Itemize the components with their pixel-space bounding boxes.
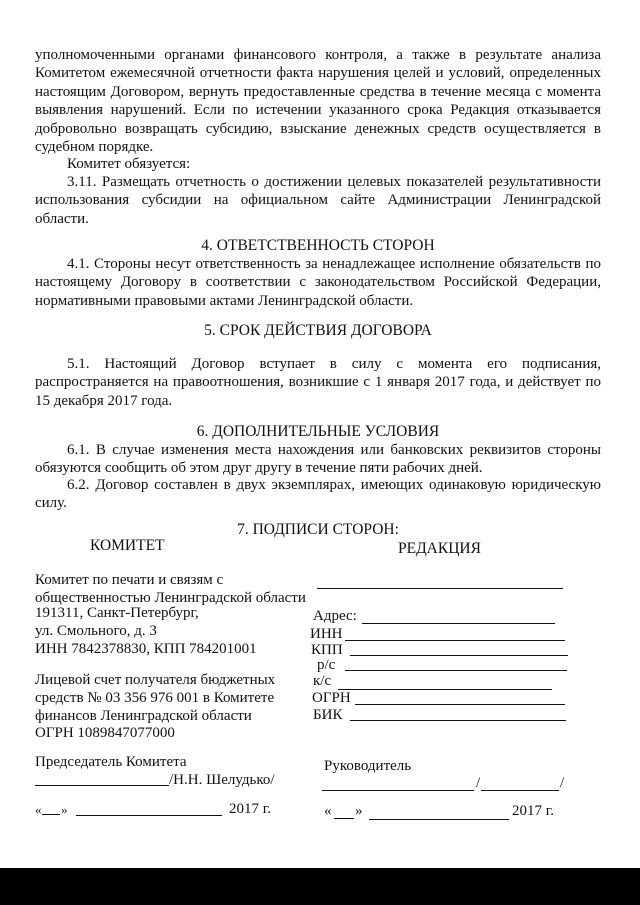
paragraph-6-1: 6.1. В случае изменения места нахождения или банковских реквизитов стороны обязуются сообщить об этом друг другу в течение пяти рабочих дней. bbox=[35, 442, 601, 477]
editorial-ogrn-label: ОГРН bbox=[312, 690, 351, 706]
committee-signer-title: Председатель Комитета bbox=[35, 754, 187, 770]
committee-date-month-line bbox=[76, 815, 222, 816]
editorial-rs-label: р/с bbox=[317, 657, 336, 673]
editorial-bik-label: БИК bbox=[313, 707, 343, 723]
committee-date-day-line bbox=[42, 814, 60, 815]
editorial-date-month-line bbox=[369, 819, 509, 820]
committee-signature-line bbox=[35, 785, 169, 786]
editorial-date-day-line bbox=[334, 818, 354, 819]
editorial-date-open-quote: « bbox=[324, 803, 332, 819]
section-7-title: 7. ПОДПИСИ СТОРОН: bbox=[237, 521, 399, 538]
editorial-signature-line bbox=[322, 790, 474, 791]
editorial-inn-line bbox=[345, 640, 565, 641]
paragraph-refund-conditions: уполномоченными органами финансового контроля, а также в результате анализа Комитетом ежемесячной отчетности факта нарушения целей и условий, определенных настоящим Договором, вернуть предоставленные средства в течение месяца с момента выявления нарушений. Если по истечении указанного срока Редакция отказывается добровольно возвращать субсидию, взыскание денежных средств осуществляется в судебном порядке. bbox=[35, 47, 601, 156]
paragraph-committee-obliges: Комитет обязуется: bbox=[67, 156, 191, 172]
editorial-signer-name-line bbox=[481, 790, 559, 791]
committee-account-line2: средств № 03 356 976 001 в Комитете bbox=[35, 690, 275, 706]
editorial-inn-label: ИНН bbox=[310, 626, 343, 642]
committee-date-close-quote: » bbox=[61, 802, 68, 817]
committee-signer-name: /Н.Н. Шелудько/ bbox=[169, 772, 275, 788]
editorial-kpp-line bbox=[350, 655, 568, 656]
signature-slash-2: / bbox=[560, 775, 565, 791]
section-4-title: 4. ОТВЕТСТВЕННОСТЬ СТОРОН bbox=[201, 237, 435, 254]
scan-bottom-border bbox=[0, 868, 640, 905]
paragraph-3-11: 3.11. Размещать отчетность о достижении целевых показателей результативности использования субсидии на официальном сайте Администрации Ленинградской области. bbox=[35, 174, 601, 227]
editorial-ks-line bbox=[338, 689, 552, 690]
committee-ogrn: ОГРН 1089847077000 bbox=[35, 725, 175, 741]
committee-date-open-quote: « bbox=[35, 802, 42, 817]
editorial-signer-title: Руководитель bbox=[324, 758, 412, 774]
editorial-header: РЕДАКЦИЯ bbox=[398, 540, 481, 557]
editorial-kpp-label: КПП bbox=[311, 642, 343, 658]
signature-slash-1: / bbox=[476, 775, 481, 791]
editorial-ogrn-line bbox=[355, 704, 565, 705]
editorial-bik-line bbox=[350, 720, 566, 721]
editorial-address-label: Адрес: bbox=[313, 608, 357, 624]
committee-header: КОМИТЕТ bbox=[90, 537, 165, 554]
paragraph-6-2: 6.2. Договор составлен в двух экземплярах, имеющих одинаковую юридическую силу. bbox=[35, 477, 601, 512]
section-6-title: 6. ДОПОЛНИТЕЛЬНЫЕ УСЛОВИЯ bbox=[196, 423, 440, 440]
committee-account-line3: финансов Ленинградской области bbox=[35, 708, 252, 724]
editorial-name-line bbox=[317, 588, 563, 589]
paragraph-5-1: 5.1. Настоящий Договор вступает в силу с момента его подписания, распространяется на правоотношения, возникшие с 1 января 2017 года, и действует по 15 декабря 2017 года. bbox=[35, 356, 601, 409]
committee-name-line2: общественностью Ленинградской области bbox=[35, 590, 306, 606]
editorial-address-line bbox=[362, 623, 555, 624]
committee-address-line1: 191311, Санкт-Петербург, bbox=[35, 605, 199, 621]
editorial-date-close-quote: » bbox=[355, 803, 363, 819]
committee-address-line2: ул. Смольного, д. 3 bbox=[35, 623, 157, 639]
section-5-title: 5. СРОК ДЕЙСТВИЯ ДОГОВОРА bbox=[204, 322, 432, 339]
committee-inn-kpp: ИНН 7842378830, КПП 784201001 bbox=[35, 641, 257, 657]
editorial-ks-label: к/с bbox=[313, 673, 332, 689]
committee-account-line1: Лицевой счет получателя бюджетных bbox=[35, 672, 276, 688]
paragraph-4-1: 4.1. Стороны несут ответственность за ненадлежащее исполнение обязательств по настоящему Договору в соответствии с законодательством Российской Федерации, нормативными правовыми актами Ленинградской области. bbox=[35, 256, 601, 309]
committee-name-line1: Комитет по печати и связям с bbox=[35, 572, 224, 588]
editorial-rs-line bbox=[345, 670, 567, 671]
committee-date-year: 2017 г. bbox=[229, 801, 271, 817]
editorial-date-year: 2017 г. bbox=[512, 803, 554, 819]
